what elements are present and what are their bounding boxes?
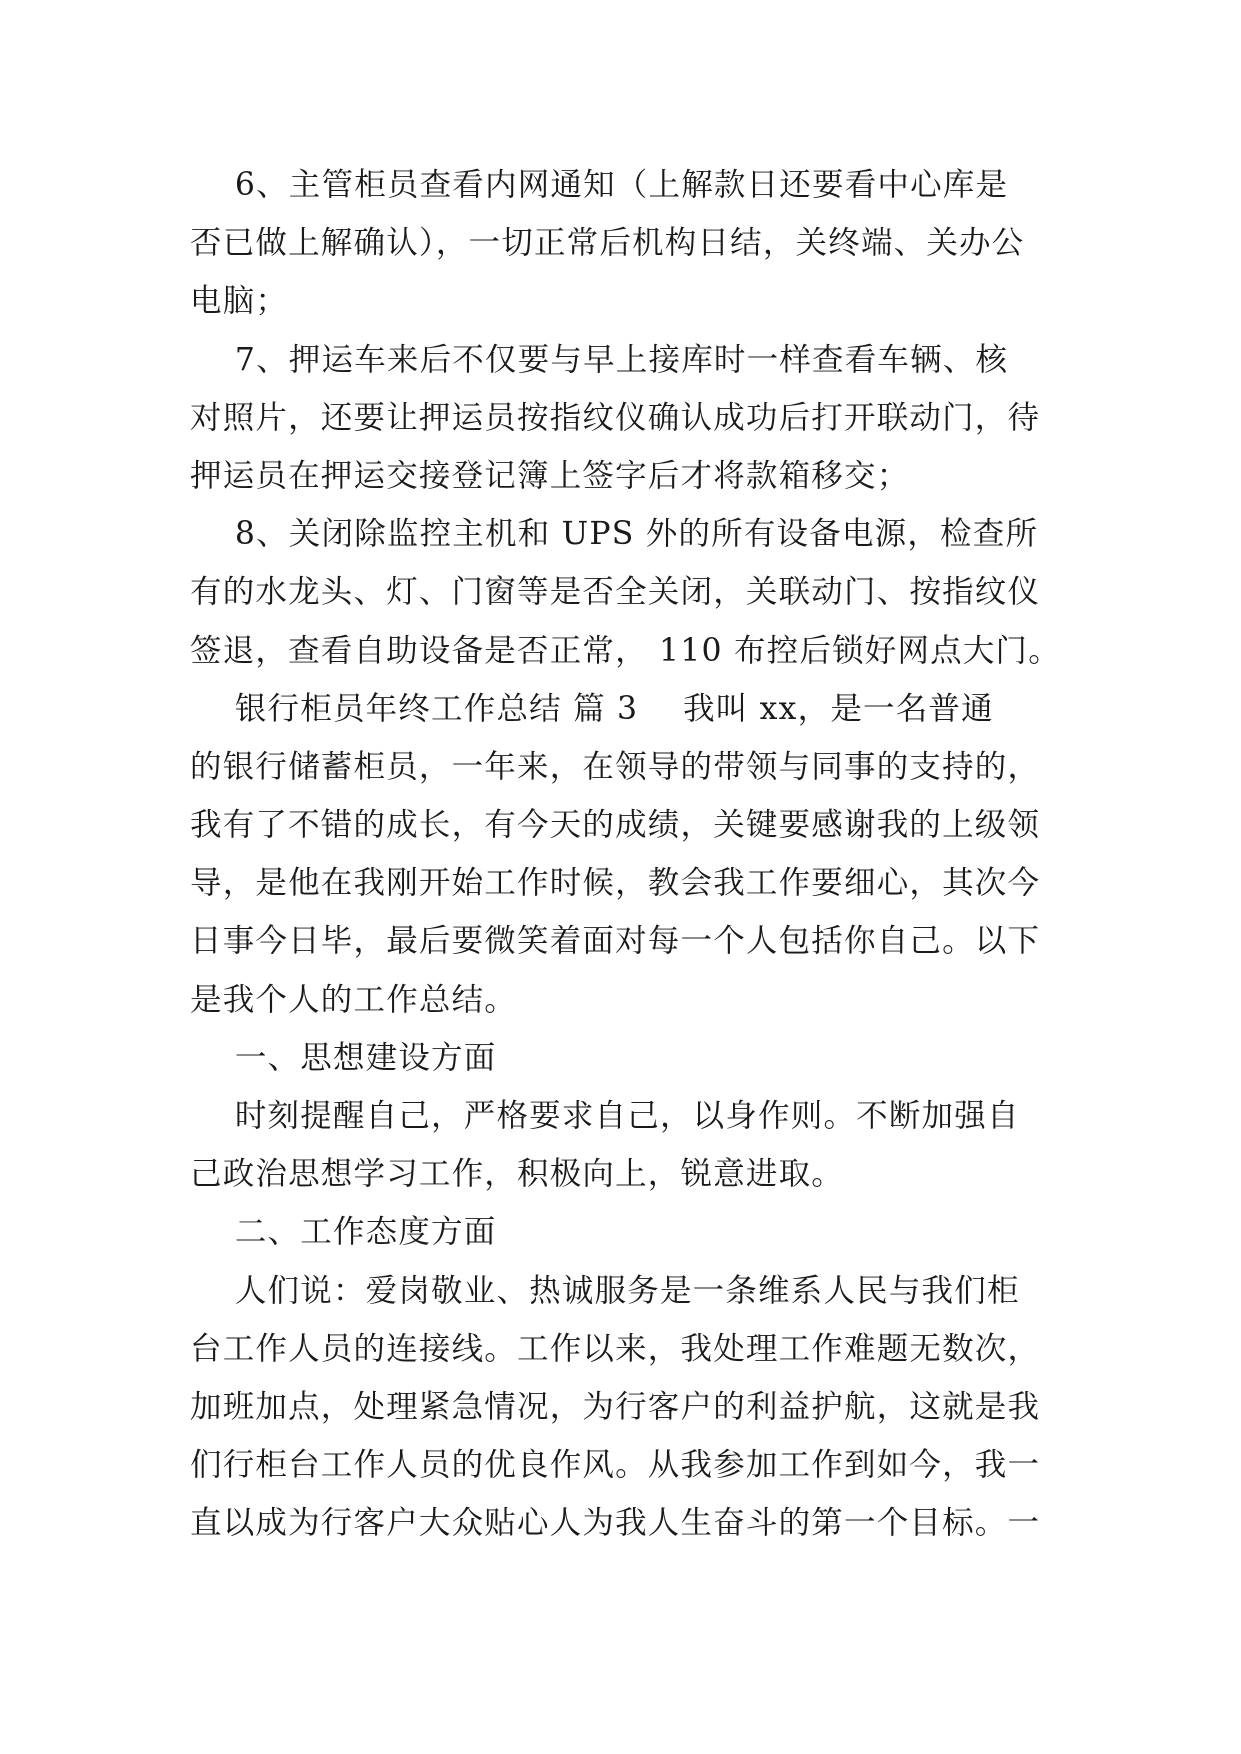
text-line: 加班加点，处理紧急情况，为行客户的利益护航，这就是我 xyxy=(190,1388,1041,1425)
text-line: 直以成为行客户大众贴心人为我人生奋斗的第一个目标。一 xyxy=(190,1505,1041,1542)
text-line: 6、主管柜员查看内网通知（上解款日还要看中心库是 xyxy=(190,167,1009,203)
section-heading: 二、工作态度方面 xyxy=(190,1214,497,1251)
text-line: 对照片，还要让押运员按指纹仪确认成功后打开联动门，待 xyxy=(190,399,1041,436)
text-line: 7、押运车来后不仅要与早上接库时一样查看车辆、核 xyxy=(190,341,1009,378)
body-text xyxy=(190,156,1070,1553)
text-line: 我有了不错的成长，有今天的成绩，关键要感谢我的上级领 xyxy=(190,807,1041,844)
text-line: 押运员在押运交接登记簿上签字后才将款箱移交； xyxy=(190,457,910,494)
text-line: 导，是他在我刚开始工作时候，教会我工作要细心，其次今 xyxy=(190,865,1041,902)
section-heading: 一、思想建设方面 xyxy=(190,1039,497,1076)
text-line: 是我个人的工作总结。 xyxy=(190,981,518,1018)
text-line: 有的水龙头、灯、门窗等是否全关闭，关联动门、按指纹仪 xyxy=(190,574,1041,611)
text-line: 们行柜台工作人员的优良作风。从我参加工作到如今，我一 xyxy=(190,1447,1041,1484)
text-line: 日事今日毕，最后要微笑着面对每一个人包括你自己。以下 xyxy=(190,923,1041,960)
text-line: 时刻提醒自己，严格要求自己，以身作则。不断加强自 xyxy=(190,1098,1020,1134)
text-line: 的银行储蓄柜员，一年来，在领导的带领与同事的支持的， xyxy=(190,748,1041,785)
text-line: 否已做上解确认），一切正常后机构日结，关终端、关办公 xyxy=(190,225,1025,262)
text-line: 银行柜员年终工作总结 篇 3 我叫 xx，是一名普通 xyxy=(190,690,994,727)
text-line: 台工作人员的连接线。工作以来，我处理工作难题无数次， xyxy=(190,1330,1041,1367)
text-line: 己政治思想学习工作，积极向上，锐意进取。 xyxy=(190,1156,845,1193)
text-line: 8、关闭除监控主机和 UPS 外的所有设备电源，检查所 xyxy=(190,516,1039,553)
text-line: 人们说：爱岗敬业、热诚服务是一条维系人民与我们柜 xyxy=(190,1272,1020,1309)
text-line: 电脑； xyxy=(190,283,289,320)
text-line: 签退，查看自助设备是否正常， 110 布控后锁好网点大门。 xyxy=(190,632,1061,669)
